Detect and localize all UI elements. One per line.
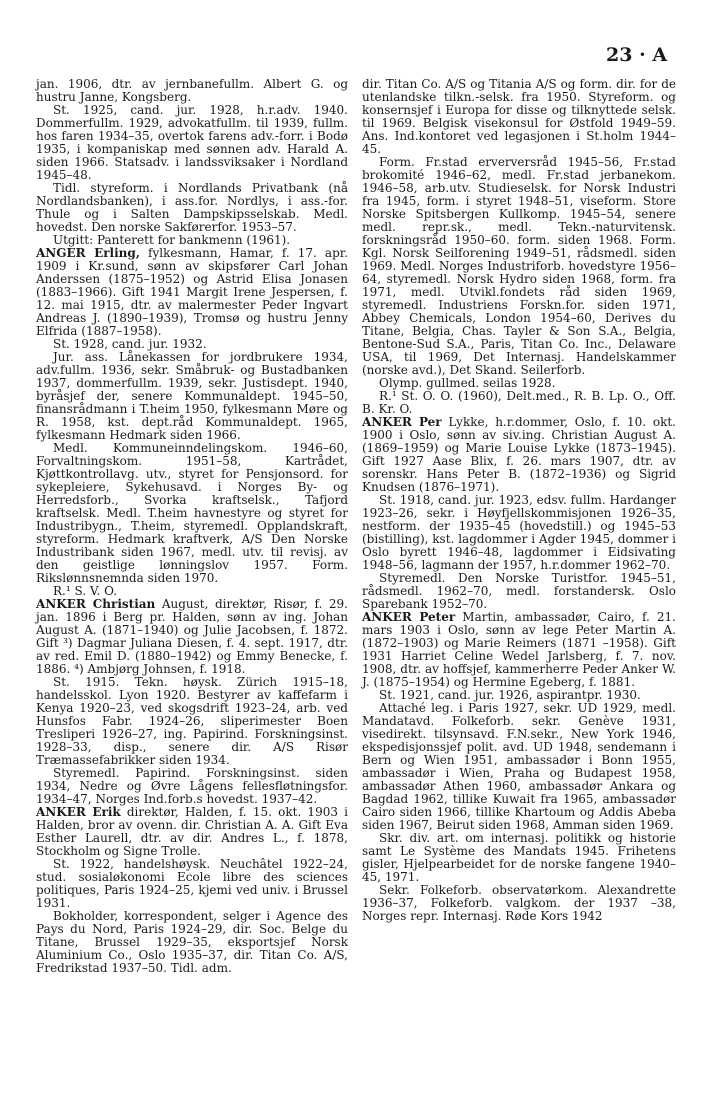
entry-text: Lykke, h.r.dommer, Oslo, f. 10. okt. 1900 i Oslo, sønn av siv.ing. Christian August A. (1869–1959) og Marie Louise Lykke (1873–1945). Gift 1927 Aase Blix, f. 26. mars 1907, dtr. av sorenskr. Hans Peter B. (1872–1936) og Sigrid Knudsen (1876–1971). [362, 415, 677, 494]
entry-text: jan. 1906, dtr. av jernbanefullm. Albert G. og hustru Janne, Kongsberg. [36, 77, 348, 104]
body-paragraph [36, 351, 348, 442]
body-paragraph [36, 78, 348, 104]
entry-text: August, direktør, Risør, f. 29. jan. 1896 i Berg pr. Halden, sønn av ing. Johan August A. (1871–1940) og Julie Jacobsen, f. 1872. Gift ³) Dagmar Juliana Diesen, f. 4. sept. 1917, dtr. av red. Emil D. (1880–1942) og Emmy Benecke, f. 1886. ⁴) Ambjørg Johnsen, f. 1918. [36, 597, 348, 676]
entry-text: St. 1918, cand. jur. 1923, edsv. fullm. Hardanger 1923–26, sekr. i Høyfjellskommisjonen 1926–35, nestform. der 1935–45 (hovedstill.) og 1945–53 (bistilling), kst. lagdommer i Agder 1945, dommer i Oslo byrett 1946–48, lagdommer i Eidsivating 1948–56, lagmann der 1957, h.r.dommer 1962–70. [362, 493, 676, 572]
body-paragraph [362, 78, 676, 156]
body-paragraph [36, 182, 348, 234]
body-paragraph [36, 910, 348, 975]
entry-text: Olymp. gullmed. seilas 1928. [379, 376, 556, 390]
body-paragraph [36, 676, 348, 767]
body-paragraph [362, 884, 676, 923]
entry-text: fylkesmann, Hamar, f. 17. apr. 1909 i Kr.sund, sønn av skipsfører Carl Johan Anderssen (1875–1952) og Astrid Elisa Jonasen (1883–1966). Gift 1941 Margit Irene Jespersen, f. 12. mai 1915, dtr. av malermester Peder Ingvart Andreas J. (1890–1939), Tromsø og hustru Jenny Elfrida (1887–1958). [36, 246, 348, 338]
entry-text: St. 1928, cand. jur. 1932. [53, 337, 207, 351]
entry-text: Attaché leg. i Paris 1927, sekr. UD 1929, medl. Mandatavd. Folkeforb. sekr. Genève 1931, visedirekt. tilsynsavd. F.N.sekr., New York 1946, ekspedisjonssjef polit. avd. UD 1948, sendemann i Bern og Wien 1951, ambassadør i Bonn 1955, ambassadør i Wien, Praha og Budapest 1958, ambassadør Athen 1960, ambassadør Ankara og Bagdad 1962, tillike Kuwait fra 1965, ambassadør Cairo siden 1966, tillike Khartoum og Addis Abeba siden 1967, Beirut siden 1968, Amman siden 1969. [362, 701, 676, 832]
entry-text: Styremedl. Papirind. Forskningsinst. siden 1934, Nedre og Øvre Lågens fellesfløtningsfor. 1934–47, Norges Ind.forb.s hovedst. 1937–42. [36, 766, 348, 806]
entry-text: St. 1922, handelshøysk. Neuchâtel 1922–24, stud. sosialøkonomi Ecole libre des sciences politiques, Paris 1924–25, kjemi ved univ. i Brussel 1931. [36, 857, 348, 910]
body-paragraph [362, 494, 676, 572]
body-paragraph [362, 156, 676, 377]
entry-text: Martin, ambassadør, Cairo, f. 21. mars 1903 i Oslo, sønn av lege Peter Martin A. (1872–1903) og Marie Reimers (1871 –1958). Gift 1931 Harriet Celine Wedel Jarlsberg, f. 7. nov. 1908, dtr. av hoffsjef, kammerherre Peder Anker W. J. (1875–1954) og Hermine Egeberg, f. 1881. [362, 610, 676, 689]
entry-paragraph [362, 611, 676, 689]
entry-text: R.¹ St. O. O. (1960), Delt.med., R. B. Lp. O., Off. B. Kr. O. [362, 389, 676, 416]
entry-text: Utgitt: Panterett for bankmenn (1961). [53, 233, 291, 247]
entry-text: Sekr. Folkeforb. observatørkom. Alexandrette 1936–37, Folkeforb. valgkom. der 1937 –38, Norges repr. Internasj. Røde Kors 1942 [362, 883, 676, 923]
entry-text: dir. Titan Co. A/S og Titania A/S og form. dir. for de utenlandske tilkn.-selsk. fra 1950. Styreform. og konsernsjef i Europa for disse og tilknyttede selsk. til 1969. Belgisk visekonsul for Østfold 1949–59. Ans. Ind.kontoret ved legasjonen i St.holm 1944–45. [362, 77, 676, 156]
left-column [36, 78, 348, 975]
entry-text: Bokholder, korrespondent, selger i Agence des Pays du Nord, Paris 1924–29, dir. Soc. Belge du Titane, Brussel 1929–35, eksportsjef Norsk Aluminium Co., Oslo 1935–37, dir. Titan Co. A/S, Fredrikstad 1937–50. Tidl. adm. [36, 909, 348, 975]
entry-paragraph [36, 806, 348, 858]
entry-text: Medl. Kommuneinndelingskom. 1946–60, Forvaltningskom. 1951–58, Kartrådet, Kjøttkontrollavg. utv., styret for Pensjonsord. for sykepleiere, Sykehusavd. i Norges By- og Herredsforb., Svorka kraftselsk., Tafjord kraftselsk. Medl. T.heim havnestyre og styret for Industribygn., T.heim, styremedl. Opplandskraft, styreform. Hedmark kraftverk, A/S Den Norske Industribank siden 1967, medl. utv. til revisj. av den geistlige lønningslov 1957. Form. Rikslønnsnemnda siden 1970. [36, 441, 348, 585]
right-column [362, 78, 676, 923]
body-paragraph [362, 702, 676, 832]
entry-text: St. 1921, cand. jur. 1926, aspirantpr. 1930. [379, 688, 641, 702]
entry-text: Form. Fr.stad erverversråd 1945–56, Fr.stad brokomité 1946–62, medl. Fr.stad jerbanekom. 1946–58, arb.utv. Studieselsk. for Norsk Industri fra 1945, form. i styret 1948–51, viseform. Store Norske Spitsbergen Kullkomp. 1945–54, senere medl. repr.sk., medl. Tekn.-naturvitensk. forskningsråd 1950–60. form. siden 1968. Form. Kgl. Norsk Seilforening 1949–51, rådsmedl. siden 1969. Medl. Norges Industriforb. hovedstyre 1956–64, styremedl. Norsk Hydro siden 1968, form. fra 1971, medl. Utvikl.fondets råd siden 1969, styremedl. Industriens Forskn.for. siden 1971, Abbey Chemicals, London 1954–60, Derives du Titane, Belgia, Chas. Tayler & Son S.A., Belgia, Bentone-Sud S.A., Paris, Titan Co. Inc., Delaware USA, til 1969, Det Internasj. Handelskammer (norske avd.), Det Skand. Seilerforb. [362, 155, 676, 377]
entry-text: Skr. div. art. om internasj. politikk og historie samt Le Système des Mandats 1945. Frihetens gisler, Hjelpearbeidet for de norske fangene 1940–45, 1971. [362, 831, 676, 884]
body-paragraph [36, 767, 348, 806]
body-paragraph [362, 390, 676, 416]
entry-text: Tidl. styreform. i Nordlands Privatbank (nå Nordlandsbanken), i ass.for. Nordlys, i ass.-for. Thule og i Salten Dampskipsselskab. Medl. hovedst. Den norske Sakførerfor. 1953–57. [36, 181, 348, 234]
body-paragraph [362, 572, 676, 611]
entry-text: St. 1915. Tekn. høysk. Zürich 1915–18, handelsskol. Lyon 1920. Bestyrer av kaffefarm i Kenya 1920–23, ved skogsdrift 1923–24, arb. ved Hunsfos Fabr. 1924–26, sliperimester Boen Tresliperi 1926–27, ing. Papirind. Forskningsinst. 1928–33, disp., senere dir. A/S Risør Træmassefabrikker siden 1934. [36, 675, 348, 767]
section-letter: A [652, 44, 668, 66]
page-header: 23 · A [606, 44, 668, 66]
entry-paragraph [36, 598, 348, 676]
entry-paragraph [36, 247, 348, 338]
entry-headword: ANKER Peter [362, 610, 456, 624]
entry-headword: ANKER Christian [36, 597, 156, 611]
body-paragraph [362, 832, 676, 884]
entry-headword: ANKER Per [362, 415, 442, 429]
entry-text: direktør, Halden, f. 15. okt. 1903 i Halden, bror av ovenn. dir. Christian A. A. Gift Eva Esther Laurell, dtr. av dir. Andres L., f. 1878, Stockholm og Signe Trolle. [36, 805, 348, 858]
body-paragraph [36, 104, 348, 182]
entry-paragraph [362, 416, 676, 494]
entry-headword: ANKER Erik [36, 805, 121, 819]
entry-text: R.¹ S. V. O. [53, 584, 118, 598]
page-number: 23 [606, 44, 633, 66]
entry-text: Styremedl. Den Norske Turistfor. 1945–51, rådsmedl. 1962–70, medl. forstandersk. Oslo Sparebank 1952–70. [362, 571, 676, 611]
body-paragraph [36, 442, 348, 585]
entry-headword: ANGER Erling, [36, 246, 140, 260]
entry-text: St. 1925, cand. jur. 1928, h.r.adv. 1940. Dommerfullm. 1929, advokatfullm. til 1939, fullm. hos faren 1934–35, overtok farens adv.-forr. i Bodø 1935, i kompaniskap med sønnen adv. Harald A. siden 1966. Statsadv. i landssviksaker i Nordland 1945–48. [36, 103, 348, 182]
entry-text: Jur. ass. Lånekassen for jordbrukere 1934, adv.fullm. 1936, sekr. Småbruk- og Bustadbanken 1937, dommerfullm. 1939, sekr. Justisdept. 1940, byråsjef der, senere Kommunaldept. 1945–50, finansrådmann i T.heim 1950, fylkesmann Møre og R. 1958, kst. dept.råd Kommunaldept. 1965, fylkesmann Hedmark siden 1966. [36, 350, 348, 442]
body-paragraph [36, 858, 348, 910]
